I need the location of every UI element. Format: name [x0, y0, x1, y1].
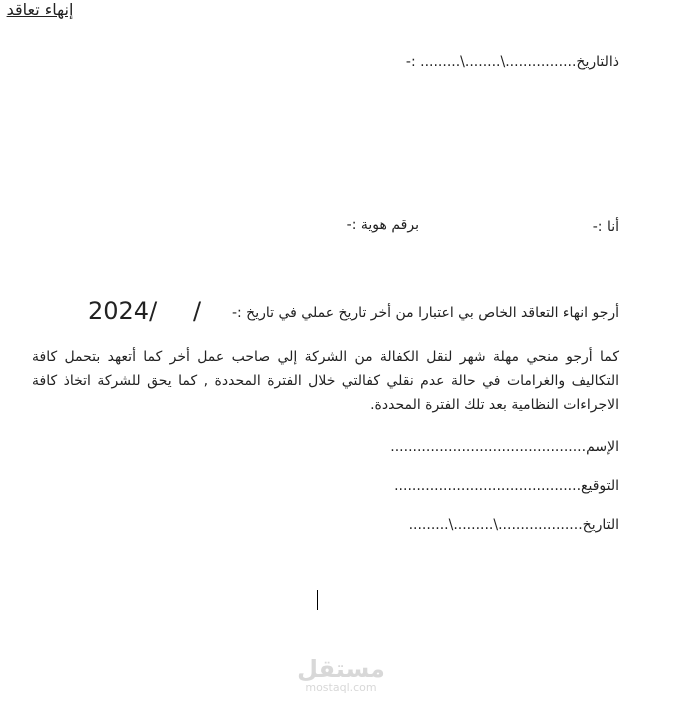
- commitment-paragraph: كما أرجو منحي مهلة شهر لنقل الكفالة من الشركة إلي صاحب عمل أخر كما أتعهد بتحمل كافة التكاليف والغرامات في حالة عدم نقلي كفالتي خلال الفترة المحددة , كما يحق للشركة اتخاذ كافة الاجراءات النظامية بعد تلك الفترة المحددة.: [32, 349, 619, 413]
- watermark-url: mostaql.com: [305, 681, 377, 694]
- document-title: إنهاء تعاقد: [6, 0, 74, 19]
- name-field: الإسم............................................: [390, 439, 619, 455]
- text-cursor[interactable]: [317, 590, 318, 610]
- watermark: [296, 656, 386, 694]
- date-separator: /: [193, 297, 202, 325]
- termination-request-text: أرجو انهاء التعاقد الخاص بي اعتبارا من أخر تاريخ عملي في تاريخ :-: [231, 305, 619, 321]
- signature-field: التوقيع..........................................: [394, 478, 619, 494]
- id-number-label: برقم هوية :-: [346, 217, 419, 233]
- date-field-top: ذالتاريخ................\........\......... :-: [405, 54, 619, 70]
- date-year: 2024/: [88, 297, 158, 325]
- watermark-logo: مستقل: [297, 655, 385, 683]
- name-label: أنا :-: [592, 219, 619, 235]
- date-field-bottom: التاريخ...................\.........\.........: [408, 517, 619, 533]
